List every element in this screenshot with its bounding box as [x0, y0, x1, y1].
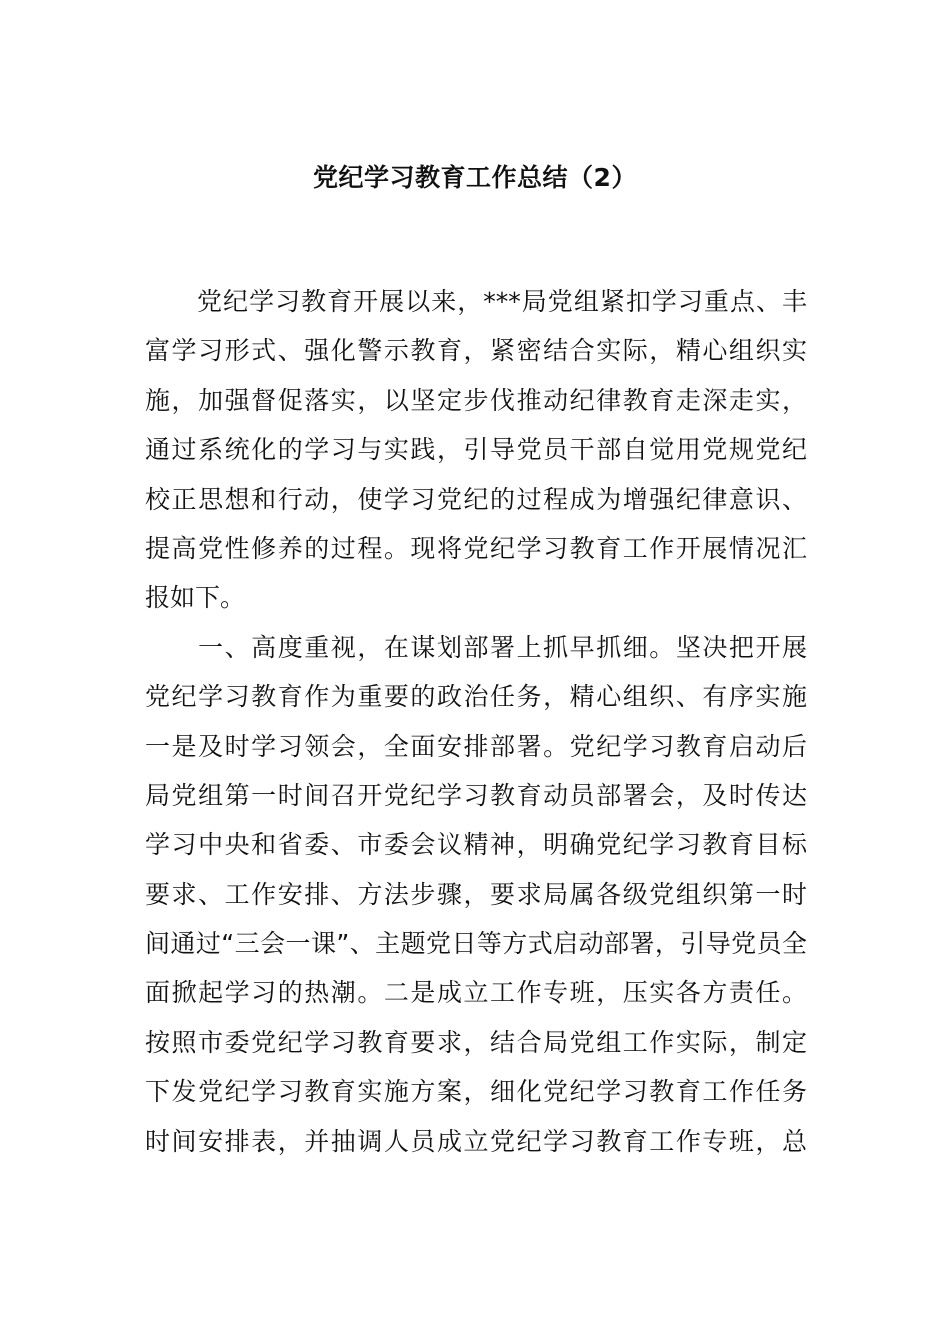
- body-line: 局党组第一时间召开党纪学习教育动员部署会，及时传达: [145, 780, 807, 810]
- body-line: 富学习形式、强化警示教育，紧密结合实际，精心组织实: [145, 336, 807, 366]
- document-body: [145, 284, 807, 1173]
- body-line: 一是及时学习领会，全面安排部署。党纪学习教育启动后: [145, 731, 807, 761]
- body-line: 时间安排表，并抽调人员成立党纪学习教育工作专班，总: [145, 1126, 807, 1156]
- body-line: 党纪学习教育开展以来，***局党组紧扣学习重点、丰: [145, 287, 807, 316]
- body-line: 一、高度重视，在谋划部署上抓早抓细。坚决把开展: [145, 632, 807, 662]
- body-line: 通过系统化的学习与实践，引导党员干部自觉用党规党纪: [145, 435, 807, 465]
- body-line: 按照市委党纪学习教育要求，结合局党组工作实际，制定: [145, 1027, 807, 1057]
- body-line: 面掀起学习的热潮。二是成立工作专班，压实各方责任。: [145, 978, 807, 1008]
- body-line: 报如下。: [145, 583, 246, 613]
- body-line: 校正思想和行动，使学习党纪的过程成为增强纪律意识、: [145, 484, 807, 514]
- body-line: 间通过“三会一课”、主题党日等方式启动部署，引导党员全: [145, 929, 807, 959]
- body-line: 下发党纪学习教育实施方案，细化党纪学习教育工作任务: [145, 1077, 807, 1107]
- document-title: 党纪学习教育工作总结（2）: [313, 163, 637, 192]
- body-line: 提高党性修养的过程。现将党纪学习教育工作开展情况汇: [145, 533, 807, 563]
- body-line: 施，加强督促落实，以坚定步伐推动纪律教育走深走实，: [145, 385, 807, 415]
- body-line: 要求、工作安排、方法步骤，要求局属各级党组织第一时: [145, 879, 807, 909]
- body-line: 学习中央和省委、市委会议精神，明确党纪学习教育目标: [145, 830, 807, 860]
- body-line: 党纪学习教育作为重要的政治任务，精心组织、有序实施: [145, 682, 807, 712]
